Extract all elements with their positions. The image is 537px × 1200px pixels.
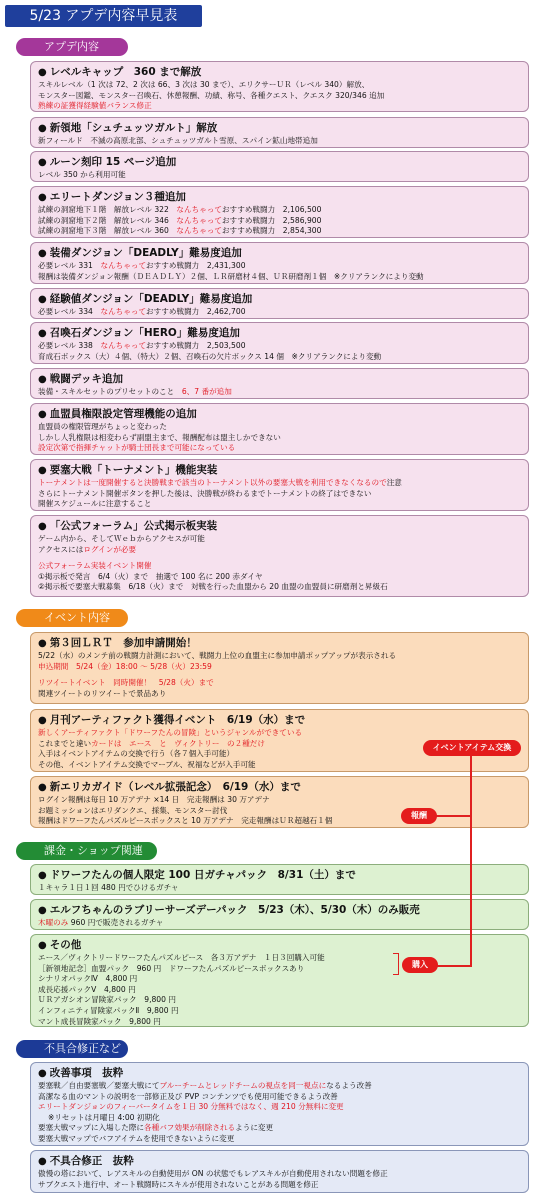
card-elf-pack: [30, 899, 529, 930]
card-line: ログイン報酬は毎日 10 万アデナ ×14 日 完走報酬は 30 万アデナ: [38, 795, 270, 804]
bullet-icon: ●: [38, 294, 47, 305]
card-title: 第３回ＬＲＴ 参加申請開始！: [49, 637, 197, 649]
card-title: ドワーフたんの個人限定 100 日ガチャパック 8/31（土）まで: [49, 869, 356, 881]
bullet-icon: ●: [38, 638, 47, 649]
card-summon-dungeon: [30, 322, 529, 364]
card-line: 傲慢の塔において、レアスキルの自動使用が ON の状態でもレアスキルが自動使用されない問題を修正: [38, 1169, 388, 1178]
card-line: 入手はイベントアイテムの交換で行う（各７個入手可能）: [38, 749, 235, 759]
section-header-update: アプデ内容: [16, 38, 128, 56]
card-title: 新領地「シュチュッツガルト」解放: [49, 122, 218, 134]
card-rune: [30, 151, 529, 182]
card-line: お題ミッションはエリダンクエ、採集、モンスター討伐: [38, 805, 228, 815]
card-line: 設定次第で指揮チャットが騎士団長まで可能になっている: [38, 443, 236, 453]
card-line: ※リセットは月曜日 4:00 初期化: [48, 1112, 160, 1122]
card-erika-guide: [30, 776, 529, 828]
card-line: 新フィールド 不滅の高原北部、シュチュッツガルト雪原、スパイン鉱山地帯追加: [38, 136, 318, 145]
card-title: 月刊アーティファクト獲得イベント 6/19（水）まで: [49, 714, 306, 726]
card-line: トーナメントは一度開催すると決勝戦まで該当のトーナメント以外の要塞大戦を利用できなくなるので注意: [38, 478, 402, 487]
bullet-icon: ●: [38, 1156, 47, 1167]
bullet-icon: ●: [38, 465, 47, 476]
bracket-icon: [393, 953, 399, 975]
card-bugfixes: [30, 1150, 529, 1193]
card-line: エリートダンジョンのフィーバータイムを１日 30 分無料ではなく、週 210 分無料に変更: [38, 1102, 344, 1112]
card-line: これまでと違いカードは エース と ヴィクトリー の２種だけ: [38, 738, 265, 748]
card-line: 試練の洞窟地下１階 解放レベル 322 なんちゃっておすすめ戦闘力 2,106,500: [38, 205, 322, 214]
card-title: ルーン刻印 15 ページ追加: [49, 156, 177, 168]
card-line: さらにトーナメント開催ボタンを押した後は、決勝戦が終わるまでトーナメントの終了はできない: [38, 488, 372, 498]
card-line: 成長応援パックⅤ 4,800 円: [38, 984, 136, 994]
card-equip-dungeon: [30, 242, 529, 284]
section-header-bugfix: 不具合修正など: [16, 1040, 128, 1058]
card-line: 新しくアーティファクト「ドワーフたんの冒険」というジャンルができている: [38, 728, 303, 737]
card-line: シナリオパックⅣ 4,800 円: [38, 974, 138, 984]
card-line: モンスター図鑑、モンスター召喚石、休憩報酬、功績、称号、各種クエスト、クエスク 320/346 追加: [38, 90, 385, 100]
section-header-event: イベント内容: [16, 609, 128, 627]
card-lrt: [30, 632, 529, 704]
bullet-icon: ●: [38, 1068, 47, 1079]
tag-purchase: 購入: [402, 957, 438, 973]
tag-item-exchange: イベントアイテム交換: [423, 740, 521, 756]
card-line: エース／ヴィクトリードワーフたんパズルピース 各３万アデナ １日３回購入可能: [38, 953, 325, 962]
card-title: レベルキャップ 360 まで解放: [49, 66, 202, 78]
card-tournament: [30, 459, 529, 511]
card-line: 要塞大戦マップでバフアイテムを使用できないように変更: [38, 1133, 235, 1143]
connector-line: [437, 965, 472, 967]
card-title: 戦闘デッキ追加: [49, 373, 124, 385]
card-new-territory: [30, 117, 529, 148]
card-level-cap: [30, 61, 529, 112]
card-title: 経験値ダンジョン「DEADLY」難易度追加: [49, 293, 253, 305]
card-title: 「公式フォーラム」公式掲示板実装: [49, 520, 218, 532]
card-title: 召喚石ダンジョン「HERO」難易度追加: [49, 327, 240, 339]
card-line: 報酬は装備ダンジョン報酬（ＤＥＡＤＬＹ）２個、ＬＲ研磨材４個、ＵＲ研磨剤１個 ※クリアランクにより変動: [38, 271, 424, 281]
bullet-icon: ●: [38, 328, 47, 339]
card-title: 装備ダンジョン「DEADLY」難易度追加: [49, 247, 242, 259]
card-line: 熟練の証獲得経験値バランス修正: [38, 101, 152, 111]
connector-line: [470, 748, 472, 967]
card-title: エルフちゃんのラブリーサーズデーパック 5/23（木）、5/30（木）のみ販売: [49, 904, 420, 916]
bullet-icon: ●: [38, 870, 47, 881]
card-line: 木曜のみ 960 円で販売されるガチャ: [38, 918, 164, 927]
bullet-icon: ●: [38, 715, 47, 726]
card-line: ゲーム内から、そしてＷｅｂからアクセスが可能: [38, 534, 205, 543]
card-line: 公式フォーラム実装イベント開催: [38, 561, 152, 571]
bullet-icon: ●: [38, 782, 47, 793]
card-line: 必要レベル 334 なんちゃっておすすめ戦闘力 2,462,700: [38, 307, 246, 316]
card-line: レベル 350 から利用可能: [38, 170, 126, 179]
bullet-icon: ●: [38, 67, 47, 78]
card-line: 必要レベル 331 なんちゃっておすすめ戦闘力 2,431,300: [38, 261, 246, 270]
card-line: 高潔なる血のマントの説明を一部修正及び PVP コンテンツでも使用可能できるよう改善: [38, 1091, 338, 1101]
card-line: 要塞戦／自由要塞戦／要塞大戦にてブルーチームとレッドチームの視点を同一視点になるよう改善: [38, 1081, 372, 1090]
bullet-icon: ●: [38, 940, 47, 951]
card-line: ＵＲアガシオン冒険家パック 9,800 円: [38, 995, 176, 1005]
bullet-icon: ●: [38, 248, 47, 259]
card-line: 試練の洞窟地下３階 解放レベル 360 なんちゃっておすすめ戦闘力 2,854,300: [38, 226, 322, 236]
card-line: １キャラ１日１回 480 円でひけるガチャ: [38, 883, 179, 892]
card-title: 不具合修正 抜粋: [49, 1155, 134, 1167]
card-title: 改善事項 抜粋: [49, 1067, 124, 1079]
bullet-icon: ●: [38, 123, 47, 134]
card-line: その他、イベントアイテム交換でマーブル、祝福などが入手可能: [38, 759, 256, 769]
card-elite-dungeon: [30, 186, 529, 238]
card-line: 申込期間 5/24（金）18:00 〜 5/28（火）23:59: [38, 661, 212, 671]
card-line: リツイートイベント 同時開催！ 5/28（火）まで: [38, 678, 214, 688]
card-line: しかし人乳権限は相変わらず副盟主まで、報酬配布は盟主しかできない: [38, 432, 281, 442]
card-title: その他: [49, 939, 82, 951]
card-clan-permissions: [30, 403, 529, 455]
card-line: 5/22（水）のメンテ前の戦闘力計測において、戦闘力上位の血盟主に参加申請ポップアップが表示される: [38, 651, 397, 660]
bullet-icon: ●: [38, 905, 47, 916]
bullet-icon: ●: [38, 409, 47, 420]
card-line: 育成石ボックス（大）４個、（特大）２個、召喚石の欠片ボックス 14 個 ※クリアランクにより変動: [38, 351, 382, 361]
section-header-shop: 課金・ショップ関連: [16, 842, 157, 860]
card-line: 報酬はドワーフたんパズルピースボックスと 10 万アデナ 完走報酬はＵＲ超越石１個: [38, 816, 333, 826]
bullet-icon: ●: [38, 374, 47, 385]
card-title: 新エリカガイド（レベル拡張記念） 6/19（水）まで: [49, 781, 301, 793]
bullet-icon: ●: [38, 157, 47, 168]
card-line: ②掲示板で要塞大戦募集 6/18（火）まで 対戦を行った血盟から 20 血盟の血盟員に研磨剤と昇級石: [38, 582, 388, 592]
card-improvements: [30, 1062, 529, 1146]
card-line: 試練の洞窟地下２階 解放レベル 346 なんちゃっておすすめ戦闘力 2,586,900: [38, 215, 322, 225]
card-line: 要塞大戦マップに入場した際に各種バフ効果が削除されるように変更: [38, 1123, 274, 1133]
card-line: スキルレベル（1 次は 72、2 次は 66、3 次は 30 まで）、エリクサーＵＲ（レベル 340）解放、: [38, 80, 370, 89]
card-line: マント成長冒険家パック 9,800 円: [38, 1016, 161, 1026]
card-line: 血盟員の権限管理がちょっと変わった: [38, 422, 168, 431]
page-title: 5/23 アプデ内容早見表: [5, 5, 202, 27]
card-exp-dungeon: [30, 288, 529, 319]
card-line: 開催スケジュールに注意すること: [38, 499, 152, 509]
card-line: サブクエスト進行中、オート戦闘時にスキルが使用されないことがある問題を修正: [38, 1179, 319, 1189]
tag-reward: 報酬: [401, 808, 437, 824]
connector-line: [434, 815, 472, 817]
card-line: ①掲示板で発言 6/4（火）まで 抽選で 100 名に 200 赤ダイヤ: [38, 571, 263, 581]
card-forum: [30, 515, 529, 597]
card-title: エリートダンジョン３種追加: [49, 191, 186, 203]
bullet-icon: ●: [38, 192, 47, 203]
bullet-icon: ●: [38, 521, 47, 532]
card-battle-deck: [30, 368, 529, 399]
card-title: 要塞大戦「トーナメント」機能実装: [49, 464, 218, 476]
card-line: アクセスにはログインが必要: [38, 544, 137, 554]
card-line: ［新領地記念］血盟パック 960 円 ドワーフたんパズルピースボックスあり: [38, 963, 305, 973]
card-title: 血盟員権限設定管理機能の追加: [49, 408, 197, 420]
card-line: 必要レベル 338 なんちゃっておすすめ戦闘力 2,503,500: [38, 341, 246, 350]
card-dwarf-gacha: [30, 864, 529, 895]
card-line: 関連ツイートのリツイートで景品あり: [38, 688, 167, 698]
card-line: 装備・スキルセットのプリセットのこと 6、7 番が追加: [38, 387, 232, 396]
card-line: インフィニティ冒険家パックⅡ 9,800 円: [38, 1005, 179, 1015]
card-shop-other: [30, 934, 529, 1027]
